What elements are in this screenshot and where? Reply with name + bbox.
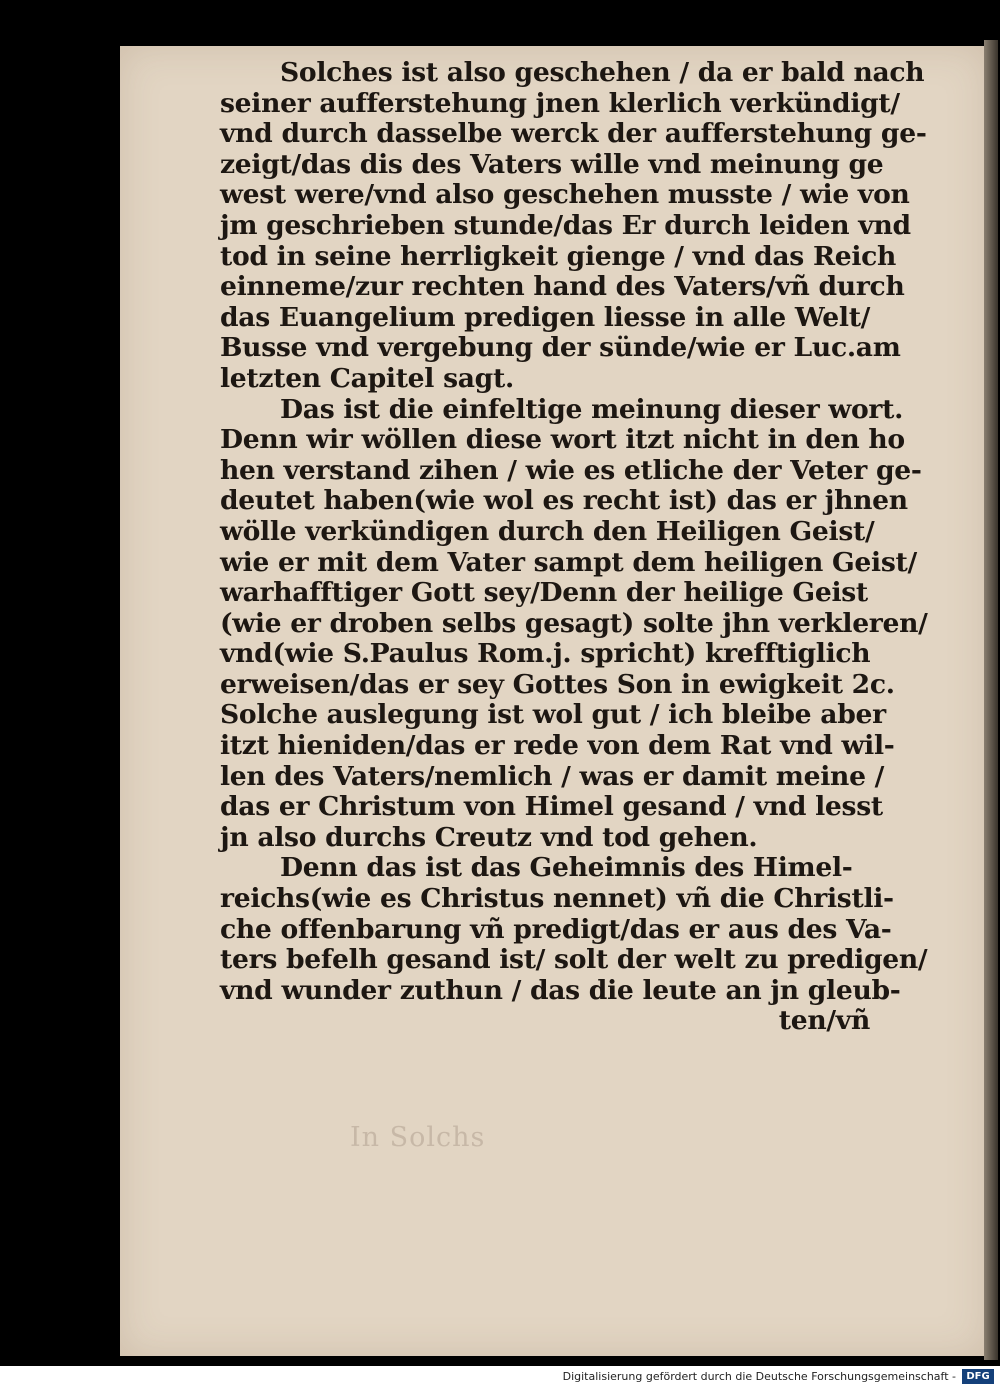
- text-line: itzt hieniden/das er rede von dem Rat vnd wil-: [220, 730, 895, 762]
- text-line: vnd(wie S.Paulus Rom.j. spricht) krefftiglich: [220, 638, 871, 670]
- text-line: ters befelh gesand ist/ solt der welt zu predigen/: [220, 944, 928, 976]
- text-line: hen verstand zihen / wie es etliche der Veter ge-: [220, 454, 922, 486]
- footer-bar: [0, 1366, 1000, 1389]
- text-line: das er Christum von Himel gesand / vnd lesst: [220, 791, 883, 823]
- text-line: letzten Capitel sagt.: [220, 362, 514, 394]
- text-line: (wie er droben selbs gesagt) solte jhn verkleren/: [220, 607, 928, 639]
- text-line: vnd durch dasselbe werck der aufferstehung ge-: [220, 118, 927, 150]
- page-edge: [984, 40, 998, 1360]
- text-line: wölle verkündigen durch den Heiligen Geist/: [220, 515, 875, 547]
- text-line: len des Vaters/nemlich / was er damit meine /: [220, 760, 885, 792]
- text-line: Busse vnd vergebung der sünde/wie er Luc.am: [220, 332, 901, 364]
- text-line: Das ist die einfeltige meinung dieser wort.: [280, 393, 904, 425]
- text-line: Denn das ist das Geheimnis des Himel-: [280, 852, 853, 884]
- text-line: Solche auslegung ist wol gut / ich bleibe aber: [220, 699, 886, 731]
- text-line: reichs(wie es Christus nennet) vñ die Christli-: [220, 883, 894, 915]
- page-text: [220, 57, 928, 1037]
- text-line: Solches ist also geschehen / da er bald nach: [280, 57, 925, 88]
- text-line: das Euangelium predigen liesse in alle Welt/: [220, 301, 871, 333]
- text-line: seiner aufferstehung jnen klerlich verkündigt/: [220, 87, 900, 119]
- text-line: che offenbarung vñ predigt/das er aus des Va-: [220, 913, 892, 945]
- text-line: vnd wunder zuthun / das die leute an jn gleub-: [220, 974, 901, 1006]
- dfg-logo-icon: DFG: [962, 1369, 994, 1384]
- text-line: jm geschrieben stunde/das Er durch leiden vnd: [220, 209, 911, 241]
- text-line: zeigt/das dis des Vaters wille vnd meinung ge: [220, 148, 884, 180]
- text-line: erweisen/das er sey Gottes Son in ewigkeit 2c.: [220, 668, 895, 700]
- catchword: ten/vñ: [778, 1005, 870, 1037]
- text-line: einneme/zur rechten hand des Vaters/vñ durch: [220, 271, 905, 303]
- text-line: Denn wir wöllen diese wort itzt nicht in den ho: [220, 424, 905, 456]
- text-line: wie er mit dem Vater sampt dem heiligen Geist/: [220, 546, 917, 578]
- text-line: west were/vnd also geschehen musste / wie von: [220, 179, 910, 211]
- footer-credit: Digitalisierung gefördert durch die Deutsche Forschungsgemeinschaft -: [562, 1370, 956, 1383]
- text-line: deutet haben(wie wol es recht ist) das er jhnen: [220, 485, 908, 517]
- text-line: warhafftiger Gott sey/Denn der heilige Geist: [220, 577, 868, 609]
- text-line: tod in seine herrligkeit gienge / vnd das Reich: [220, 240, 897, 272]
- text-line: jn also durchs Creutz vnd tod gehen.: [220, 821, 758, 853]
- bleed-through-text: In Solchs: [350, 1122, 486, 1153]
